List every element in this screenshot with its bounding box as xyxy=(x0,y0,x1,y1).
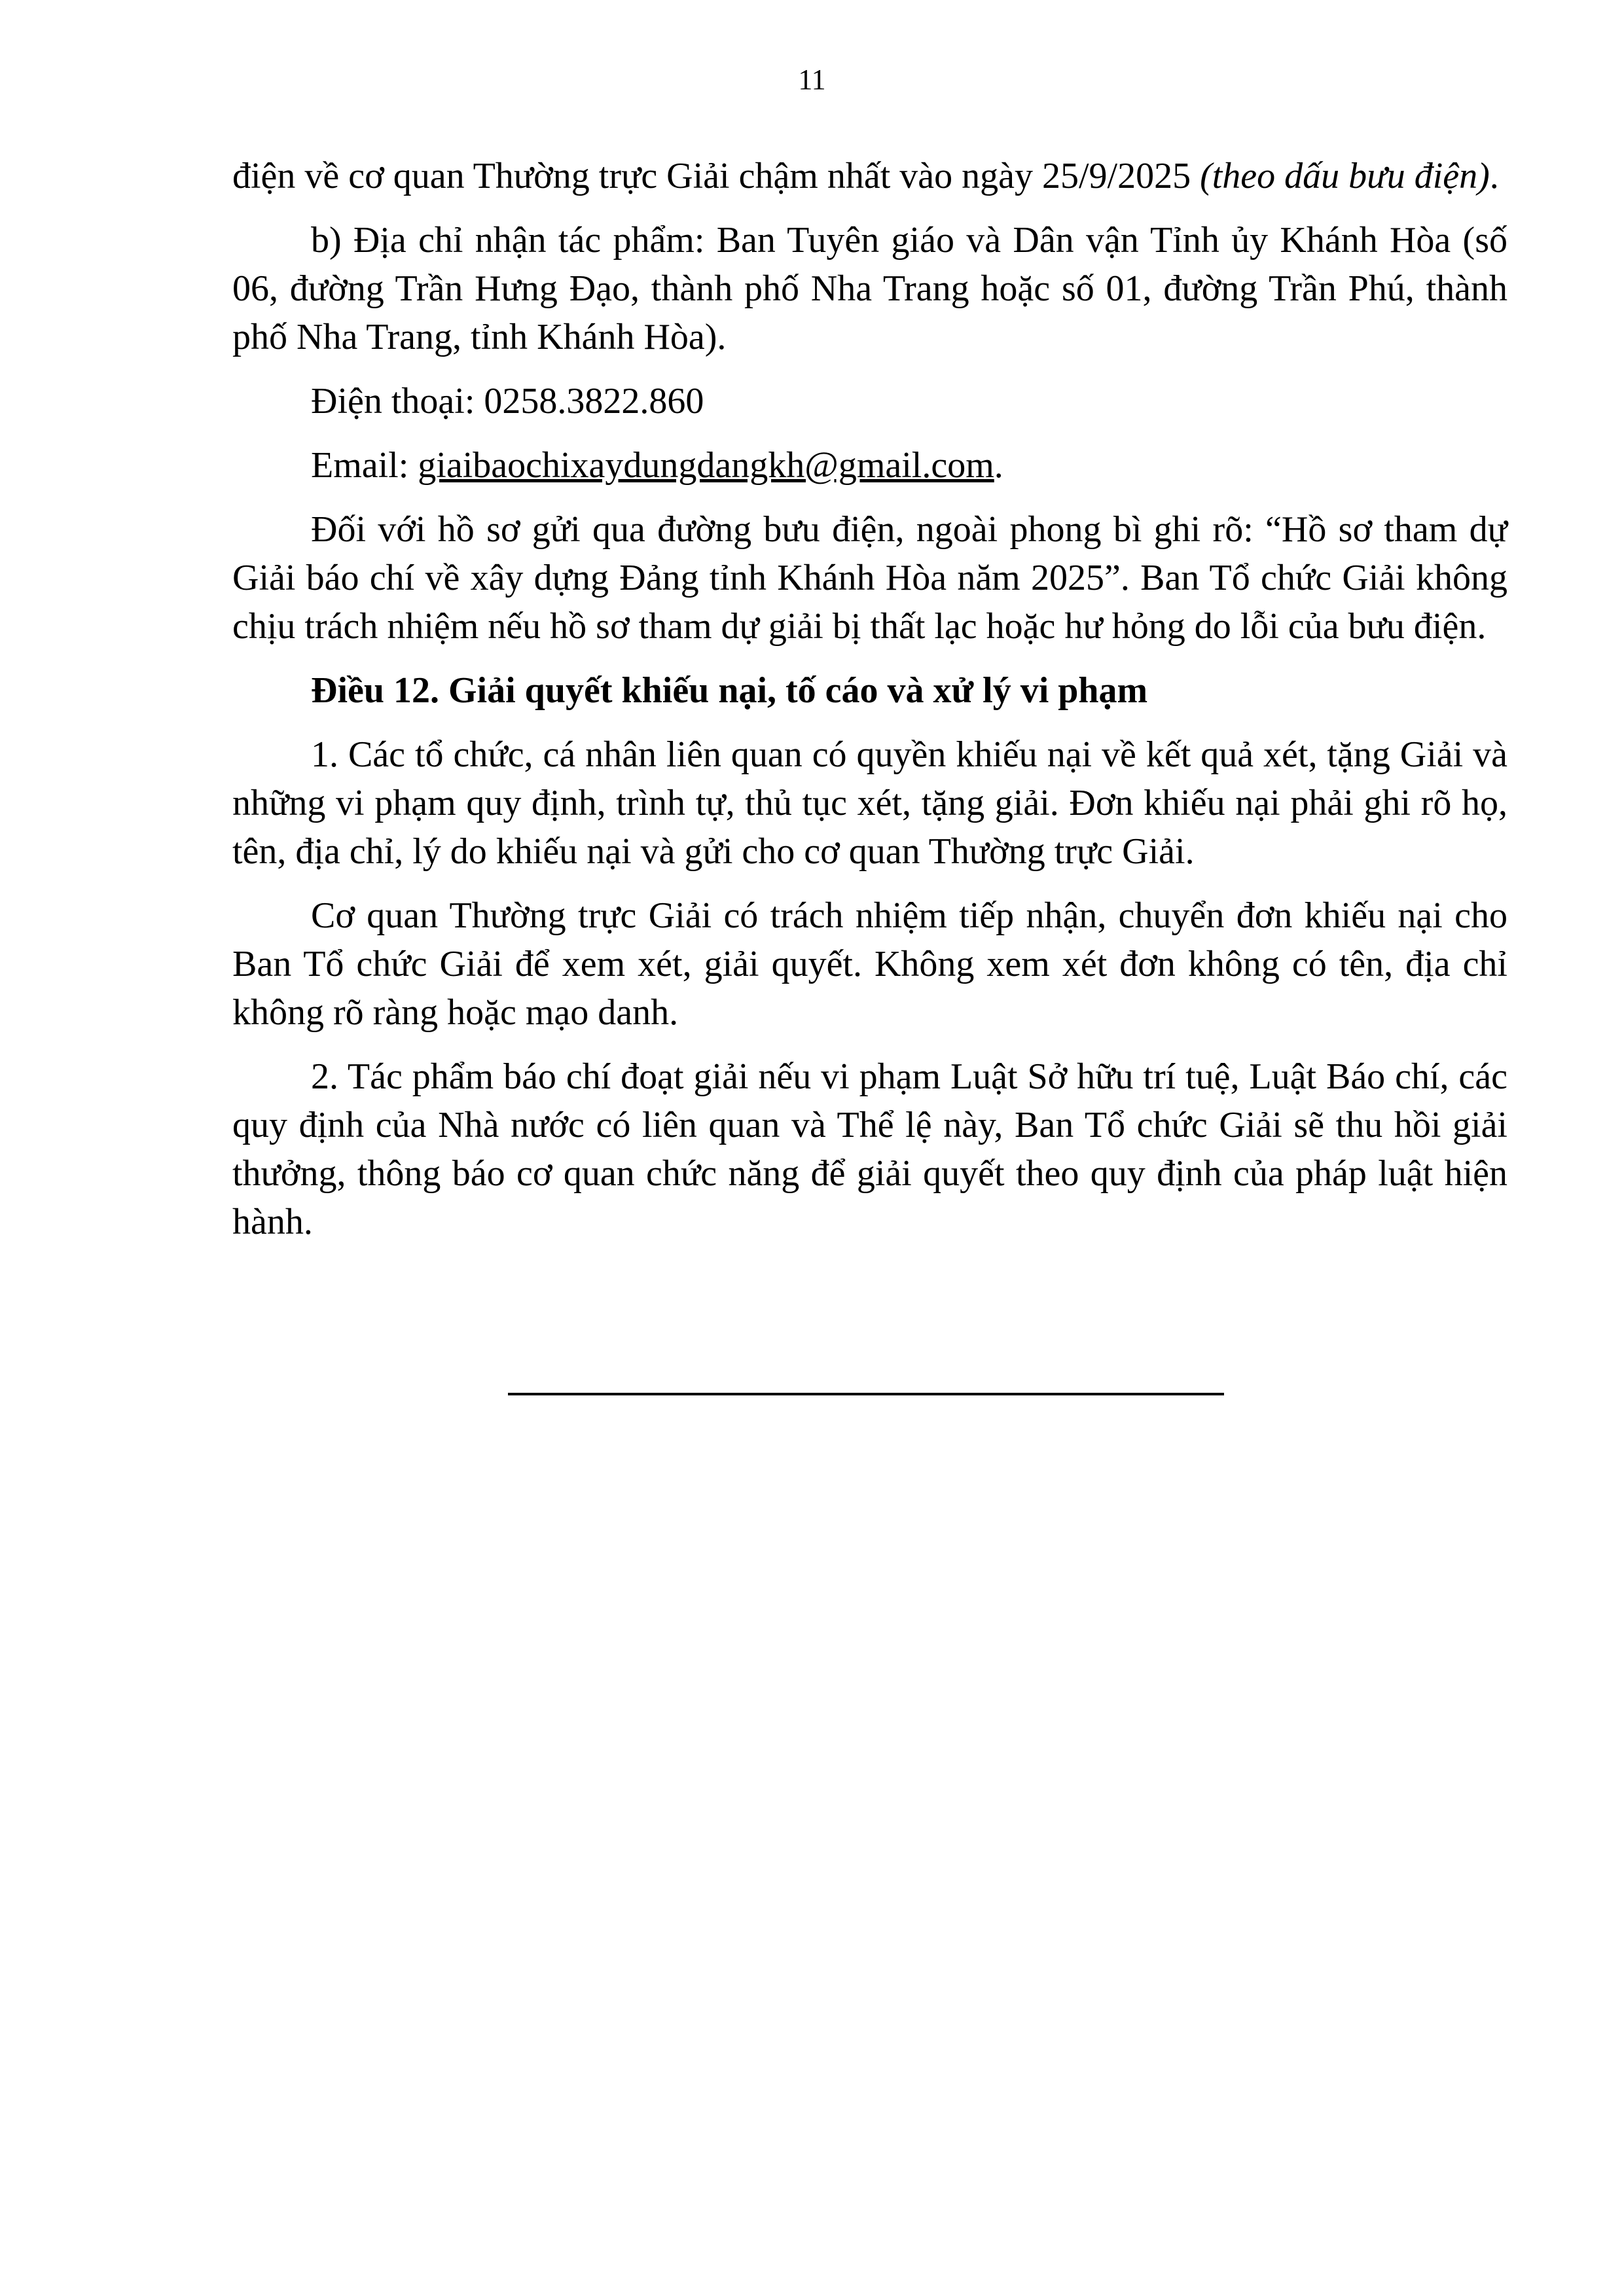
email-line xyxy=(232,441,1507,490)
paragraph-postal-note: Đối với hồ sơ gửi qua đường bưu điện, ngoài phong bì ghi rõ: “Hồ sơ tham dự Giải báo chí về xây dựng Đảng tỉnh Khánh Hòa năm 2025”. Ban Tổ chức Giải không chịu trách nhiệm nếu hồ sơ tham dự giải bị thất lạc hoặc hư hỏng do lỗi của bưu điện. xyxy=(232,509,1507,647)
phone-line: Điện thoại: 0258.3822.860 xyxy=(311,381,704,422)
paragraph-address: b) Địa chỉ nhận tác phẩm: Ban Tuyên giáo và Dân vận Tỉnh ủy Khánh Hòa (số 06, đường Trần Hưng Đạo, thành phố Nha Trang hoặc số 01, đường Trần Phú, thành phố Nha Trang, tỉnh Khánh Hòa). xyxy=(232,220,1507,357)
paragraph-complaint-handling: Cơ quan Thường trực Giải có trách nhiệm tiếp nhận, chuyển đơn khiếu nại cho Ban Tổ chức Giải để xem xét, giải quyết. Không xem xét đơn không có tên, địa chỉ không rõ ràng hoặc mạo danh. xyxy=(232,895,1507,1033)
end-divider xyxy=(508,1393,1224,1395)
paragraph-violations: 2. Tác phẩm báo chí đoạt giải nếu vi phạm Luật Sở hữu trí tuệ, Luật Báo chí, các quy định của Nhà nước có liên quan và Thể lệ này, Ban Tổ chức Giải sẽ thu hồi giải thưởng, thông báo cơ quan chức năng để giải quyết theo quy định của pháp luật hiện hành. xyxy=(232,1056,1507,1242)
article-12-heading: Điều 12. Giải quyết khiếu nại, tố cáo và xử lý vi phạm xyxy=(311,670,1148,711)
page-number: 11 xyxy=(798,63,826,96)
deadline-note: (theo dấu bưu điện) xyxy=(1200,156,1490,196)
paragraph-deadline xyxy=(232,152,1507,200)
document-body xyxy=(232,152,1507,1262)
deadline-end: . xyxy=(1489,156,1499,196)
deadline-text: điện về cơ quan Thường trực Giải chậm nhất vào ngày 25/9/2025 xyxy=(232,156,1200,196)
email-link[interactable]: giaibaochixaydungdangkh@gmail.com xyxy=(418,445,994,486)
paragraph-complaint-rights: 1. Các tổ chức, cá nhân liên quan có quyền khiếu nại về kết quả xét, tặng Giải và những vi phạm quy định, trình tự, thủ tục xét, tặng giải. Đơn khiếu nại phải ghi rõ họ, tên, địa chỉ, lý do khiếu nại và gửi cho cơ quan Thường trực Giải. xyxy=(232,734,1507,872)
email-end: . xyxy=(994,445,1003,486)
email-label: Email: xyxy=(311,445,418,486)
